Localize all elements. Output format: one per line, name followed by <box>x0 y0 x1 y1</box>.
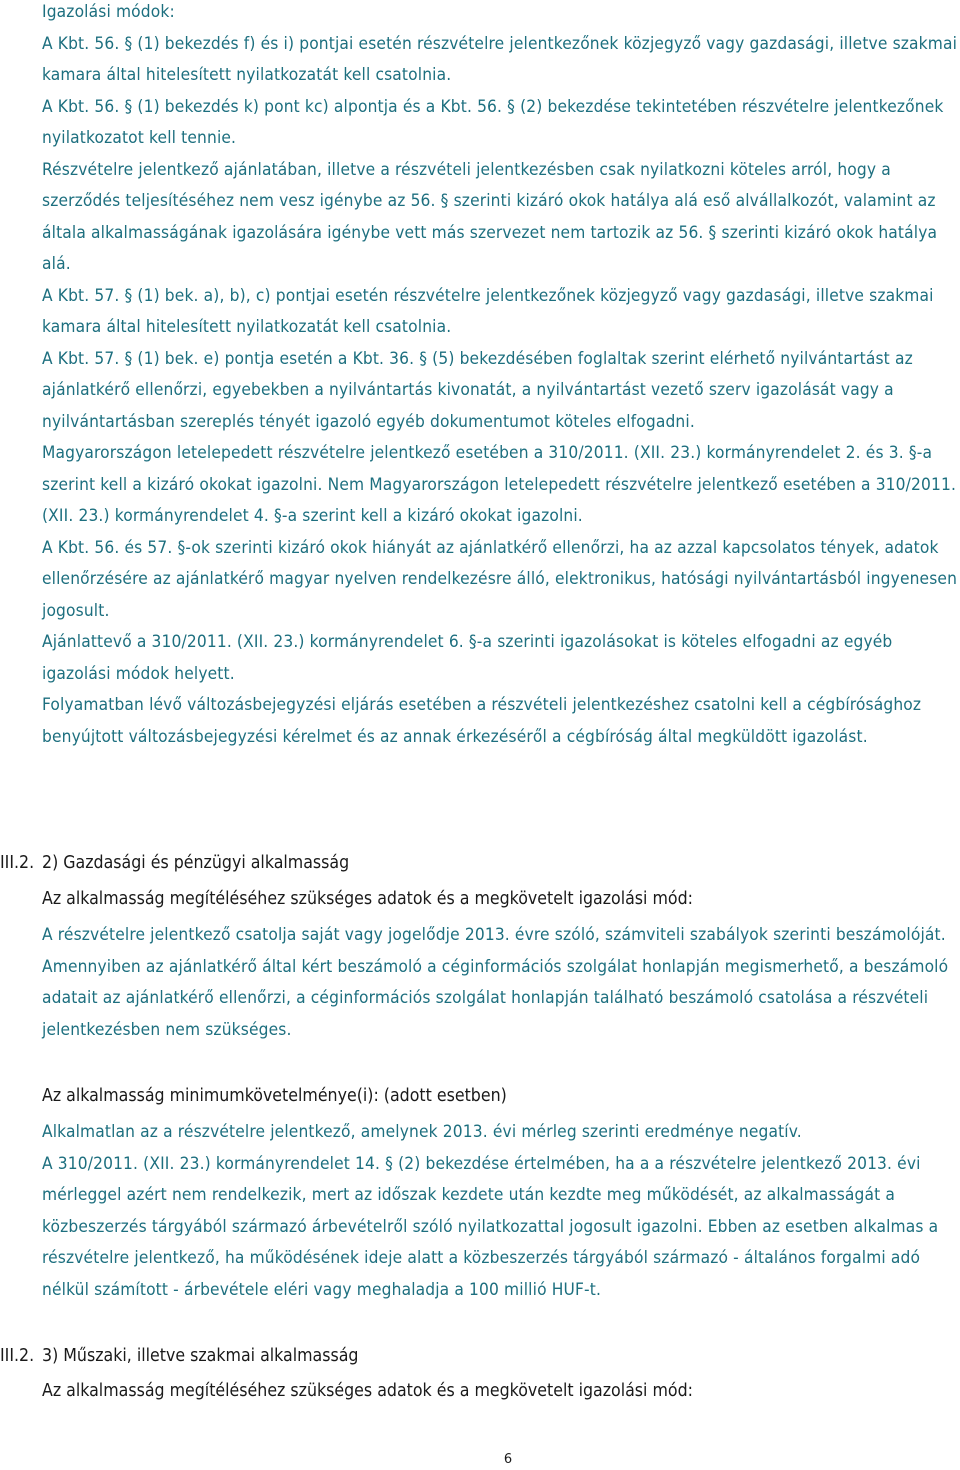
section-number: III.2. <box>0 853 35 873</box>
section-title: 2) Gazdasági és pénzügyi alkalmasság <box>42 853 350 873</box>
assessment-data-label: Az alkalmasság megítéléséhez szükséges adatok és a megkövetelt igazolási mód: <box>42 889 693 909</box>
economic-assessment-block <box>42 920 958 1046</box>
grounds-for-exclusion-verification-block <box>42 0 958 753</box>
paragraph-kbt56-k-kc: A Kbt. 56. § (1) bekezdés k) pont kc) alpontja és a Kbt. 56. § (2) bekezdése tekintetében részvételre jelentkezőnek nyilatkozatot kell tennie. <box>42 96 944 148</box>
paragraph-kbt57-a-b-c: A Kbt. 57. § (1) bek. a), b), c) pontjai esetén részvételre jelentkezőnek közjegyző vagy gazdasági, illetve szakmai kamara által hitelesített nyilatkozatát kell csatolnia. <box>42 285 934 337</box>
paragraph-domestic-foreign-applicants: Magyarországon letelepedett részvételre jelentkező esetében a 310/2011. (XII. 23.) kormányrendelet 2. és 3. §-a szerint kell a kizáró okokat igazolni. Nem Magyarországon letelepedett részvételre jelentkező esetében a 310/2011. (XII. 23.) kormányrendelet 4. §-a szerint kell a kizáró okokat igazolni. <box>42 443 957 526</box>
paragraph-negative-result: Alkalmatlan az a részvételre jelentkező, amelynek 2013. évi mérleg szerinti eredménye negatív. <box>42 1122 802 1142</box>
section-heading-technical-professional <box>0 1343 358 1369</box>
paragraph-contracting-authority-check: A Kbt. 56. és 57. §-ok szerinti kizáró okok hiányát az ajánlatkérő ellenőrzi, ha az azzal kapcsolatos tények, adatok ellenőrzésére az ajánlatkérő magyar nyelven rendelkezésre álló, elektronikus, hatósági nyilvántartásból ingyenesen jogosult. <box>42 537 958 621</box>
minimum-requirements-label: Az alkalmasság minimumkövetelménye(i): (adott esetben) <box>42 1086 507 1106</box>
verification-methods-heading: Igazolási módok: <box>42 2 175 22</box>
paragraph-financial-report: A részvételre jelentkező csatolja saját vagy jogelődje 2013. évre szóló, számviteli szabályok szerinti beszámolóját. <box>42 925 946 945</box>
section-number: III.2. <box>0 1346 35 1366</box>
economic-minimum-requirements-block <box>42 1117 958 1306</box>
paragraph-subcontractor-declaration: Részvételre jelentkező ajánlatában, illetve a részvételi jelentkezésben csak nyilatkozni köteles arról, hogy a szerződés teljesítéséhez nem vesz igénybe az 56. § szerinti kizáró okok hatálya alá eső alvállalkozót, valamint az általa alkalmasságának igazolására igénybe vett más szervezet nem tartozik az 56. § szerinti kizáró okok hatálya alá. <box>42 159 938 274</box>
section-heading-economic-financial <box>0 850 349 876</box>
paragraph-decree-6-certificates: Ajánlattevő a 310/2011. (XII. 23.) kormányrendelet 6. §-a szerinti igazolásokat is köteles elfogadni az egyéb igazolási módok helyett. <box>42 632 893 684</box>
assessment-data-label: Az alkalmasság megítéléséhez szükséges adatok és a megkövetelt igazolási mód: <box>42 1381 693 1401</box>
paragraph-company-information-service: Amennyiben az ajánlatkérő által kért beszámoló a céginformációs szolgálat honlapján megismerhető, a beszámoló adatait az ajánlatkérő ellenőrzi, a céginformációs szolgálat honlapján található beszámoló csatolása a részvételi jelentkezésben nem szükséges. <box>42 956 949 1040</box>
paragraph-kbt57-e: A Kbt. 57. § (1) bek. e) pontja esetén a Kbt. 36. § (5) bekezdésében foglaltak szerint elérhető nyilvántartást az ajánlatkérő ellenőrzi, egyebekben a nyilvántartás kivonatát, a nyilvántartást vezető szerv igazolását vagy a nyilvántartásban szereplés tényét igazoló egyéb dokumentumot köteles elfogadni. <box>42 348 913 432</box>
section-title: 3) Műszaki, illetve szakmai alkalmasság <box>42 1346 359 1366</box>
paragraph-decree-14-revenue: A 310/2011. (XII. 23.) kormányrendelet 14. § (2) bekezdése értelmében, ha a a részvételre jelentkező 2013. évi mérleggel azért nem rendelkezik, mert az időszak kezdete után kezdte meg működését, az alkalmasságát a közbeszerzés tárgyából származó árbevételről szóló nyilatkozattal jogosult igazolni. Ebben az esetben alkalmas a részvételre jelentkező, ha működésének ideje alatt a közbeszerzés tárgyából származó - általános forgalmi adó nélkül számított - árbevétele eléri vagy meghaladja a 100 millió HUF-t. <box>42 1153 939 1300</box>
paragraph-change-registration: Folyamatban lévő változásbejegyzési eljárás esetében a részvételi jelentkezéshez csatolni kell a cégbírósághoz benyújtott változásbejegyzési kérelmet és az annak érkezéséről a cégbíróság által megküldött igazolást. <box>42 695 922 747</box>
page-number: 6 <box>503 1452 513 1467</box>
paragraph-kbt56-f-i: A Kbt. 56. § (1) bekezdés f) és i) pontjai esetén részvételre jelentkezőnek közjegyző vagy gazdasági, illetve szakmai kamara által hitelesített nyilatkozatát kell csatolnia. <box>42 33 958 85</box>
